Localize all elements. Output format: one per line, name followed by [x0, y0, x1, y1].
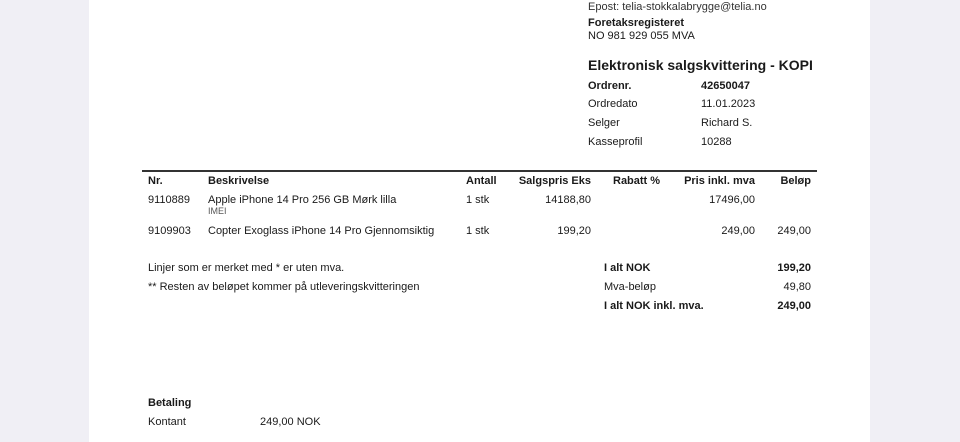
row-description: Copter Exoglass iPhone 14 Pro Gjennomsiktig — [208, 225, 435, 237]
row-nr: 9109903 — [148, 225, 191, 237]
row-quantity: 1 stk — [466, 194, 490, 206]
header-quantity: Antall — [466, 175, 497, 187]
note-vat: Linjer som er merket med * er uten mva. — [148, 262, 345, 274]
header-price-incl: Pris inkl. mva — [684, 175, 755, 187]
order-date-value: 11.01.2023 — [701, 98, 756, 110]
table-divider — [142, 170, 817, 172]
order-number-value: 42650047 — [701, 80, 750, 92]
payment-amount: 249,00 NOK — [260, 416, 321, 428]
order-number-label: Ordrenr. — [588, 80, 632, 92]
row-price-ex: 14188,80 — [545, 194, 591, 206]
row-price-ex: 199,20 — [557, 225, 591, 237]
vat-label: Mva-beløp — [604, 281, 656, 293]
vat-value: 49,80 — [783, 281, 811, 293]
register-profile-value: 10288 — [701, 136, 732, 148]
row-quantity: 1 stk — [466, 225, 490, 237]
receipt-page — [89, 0, 870, 442]
row-amount: 249,00 — [777, 225, 811, 237]
note-remaining: ** Resten av beløpet kommer på utleveringskvitteringen — [148, 281, 420, 293]
row-price-incl: 249,00 — [721, 225, 755, 237]
header-nr: Nr. — [148, 175, 163, 187]
total-incl-value: 249,00 — [777, 300, 811, 312]
order-date-label: Ordredato — [588, 98, 638, 110]
seller-value: Richard S. — [701, 117, 753, 129]
header-description: Beskrivelse — [208, 175, 270, 187]
header-amount: Beløp — [780, 175, 811, 187]
register-profile-label: Kasseprofil — [588, 136, 643, 148]
payment-method: Kontant — [148, 416, 186, 428]
total-incl-label: I alt NOK inkl. mva. — [604, 300, 704, 312]
row-nr: 9110889 — [148, 194, 191, 206]
total-value: 199,20 — [777, 262, 811, 274]
payment-title: Betaling — [148, 397, 192, 409]
row-description: Apple iPhone 14 Pro 256 GB Mørk lilla — [208, 194, 397, 206]
header-price-ex: Salgspris Eks — [518, 175, 591, 187]
header-discount: Rabatt % — [613, 175, 661, 187]
row-price-incl: 17496,00 — [709, 194, 755, 206]
row-imei: IMEI — [208, 206, 227, 216]
total-label: I alt NOK — [604, 262, 651, 274]
company-email: Epost: telia-stokkalabrygge@telia.no — [588, 1, 767, 13]
seller-label: Selger — [588, 117, 620, 129]
receipt-title: Elektronisk salgskvittering - KOPI — [588, 57, 813, 73]
registry-value: NO 981 929 055 MVA — [588, 30, 695, 42]
registry-label: Foretaksregisteret — [588, 17, 684, 29]
